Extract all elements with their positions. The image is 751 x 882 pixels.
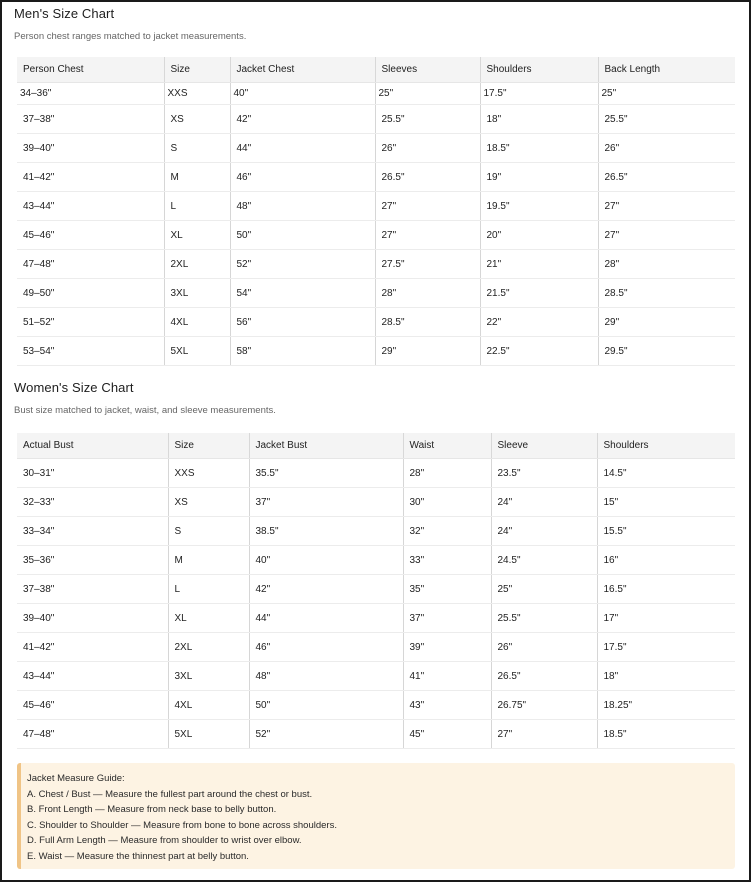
measure-guide-title: Jacket Measure Guide: xyxy=(27,773,125,784)
table-cell: 26.75" xyxy=(491,691,597,720)
women-col-shoulders: Shoulders xyxy=(597,433,735,459)
men-col-jacket-chest: Jacket Chest xyxy=(230,57,375,83)
table-cell: 33–34" xyxy=(17,517,168,546)
table-cell: 21" xyxy=(480,250,598,279)
table-cell: 26.5" xyxy=(598,163,735,192)
table-cell: 50" xyxy=(230,221,375,250)
table-row xyxy=(17,279,735,308)
men-section xyxy=(14,6,735,42)
women-col-actual-bust: Actual Bust xyxy=(17,433,168,459)
table-cell: 28" xyxy=(598,250,735,279)
table-cell: 32" xyxy=(403,517,491,546)
table-cell: 45–46" xyxy=(17,221,164,250)
table-row xyxy=(17,575,735,604)
table-cell: 37" xyxy=(403,604,491,633)
table-cell: 27.5" xyxy=(375,250,480,279)
measure-guide-item: E. Waist — Measure the thinnest part at belly button. xyxy=(27,850,249,862)
table-cell: L xyxy=(168,575,249,604)
measure-guide-item: A. Chest / Bust — Measure the fullest part around the chest or bust. xyxy=(27,788,313,800)
table-cell: 27" xyxy=(598,221,735,250)
women-col-size: Size xyxy=(168,433,249,459)
table-cell: XXS xyxy=(168,459,249,488)
table-cell: 44" xyxy=(249,604,403,633)
table-cell: 26" xyxy=(375,134,480,163)
table-cell: 25" xyxy=(491,575,597,604)
table-cell: 42" xyxy=(230,105,375,134)
table-cell: M xyxy=(164,163,230,192)
table-cell: 26" xyxy=(491,633,597,662)
table-cell: 3XL xyxy=(164,279,230,308)
men-col-person-chest: Person Chest xyxy=(17,57,164,83)
table-cell: 15" xyxy=(597,488,735,517)
table-cell: XL xyxy=(168,604,249,633)
table-cell: 37–38" xyxy=(17,105,164,134)
table-cell: 24" xyxy=(491,488,597,517)
men-size-table xyxy=(17,57,735,366)
table-cell: 48" xyxy=(249,662,403,691)
men-col-shoulders: Shoulders xyxy=(480,57,598,83)
table-cell: 17.5" xyxy=(597,633,735,662)
table-row xyxy=(17,517,735,546)
table-cell: 18" xyxy=(480,105,598,134)
table-cell: 24" xyxy=(491,517,597,546)
table-cell: 26.5" xyxy=(491,662,597,691)
table-cell: 21.5" xyxy=(480,279,598,308)
measure-guide-item: D. Full Arm Length — Measure from shoulder to wrist over elbow. xyxy=(27,835,302,847)
table-cell: 35.5" xyxy=(249,459,403,488)
table-cell: 42" xyxy=(249,575,403,604)
table-cell: 27" xyxy=(491,720,597,749)
table-row xyxy=(17,488,735,517)
table-cell: 3XL xyxy=(168,662,249,691)
table-cell: 43" xyxy=(403,691,491,720)
table-cell: 40" xyxy=(249,546,403,575)
table-cell: 25" xyxy=(598,83,735,105)
table-row xyxy=(17,662,735,691)
table-cell: 15.5" xyxy=(597,517,735,546)
table-cell: 4XL xyxy=(168,691,249,720)
table-cell: 39–40" xyxy=(17,604,168,633)
table-cell: 58" xyxy=(230,337,375,366)
table-cell: 19.5" xyxy=(480,192,598,221)
table-cell: 46" xyxy=(249,633,403,662)
table-cell: 51–52" xyxy=(17,308,164,337)
table-cell: 40" xyxy=(230,83,375,105)
table-cell: 44" xyxy=(230,134,375,163)
table-cell: 19" xyxy=(480,163,598,192)
table-cell: 38.5" xyxy=(249,517,403,546)
women-col-waist: Waist xyxy=(403,433,491,459)
table-cell: 32–33" xyxy=(17,488,168,517)
table-cell: 37" xyxy=(249,488,403,517)
table-row xyxy=(17,105,735,134)
men-col-sleeves: Sleeves xyxy=(375,57,480,83)
women-size-table xyxy=(17,433,735,749)
table-cell: 39" xyxy=(403,633,491,662)
table-row xyxy=(17,337,735,366)
table-cell: 27" xyxy=(375,192,480,221)
table-cell: 25.5" xyxy=(375,105,480,134)
women-table-header xyxy=(17,433,735,459)
table-cell: 20" xyxy=(480,221,598,250)
measure-guide-item: C. Shoulder to Shoulder — Measure from bone to bone across shoulders. xyxy=(27,819,337,831)
table-cell: 45–46" xyxy=(17,691,168,720)
women-section-subtitle: Bust size matched to jacket, waist, and sleeve measurements. xyxy=(14,405,276,416)
men-section-title: Men's Size Chart xyxy=(14,6,115,21)
table-cell: 52" xyxy=(230,250,375,279)
table-cell: 28" xyxy=(375,279,480,308)
men-col-back-length: Back Length xyxy=(598,57,735,83)
table-cell: 18.5" xyxy=(597,720,735,749)
table-row xyxy=(17,83,735,105)
women-section xyxy=(14,380,735,416)
women-col-sleeve: Sleeve xyxy=(491,433,597,459)
table-cell: 47–48" xyxy=(17,720,168,749)
table-row xyxy=(17,250,735,279)
table-cell: 43–44" xyxy=(17,662,168,691)
table-cell: 25" xyxy=(375,83,480,105)
table-cell: 28" xyxy=(403,459,491,488)
table-cell: 18" xyxy=(597,662,735,691)
table-cell: 5XL xyxy=(164,337,230,366)
table-cell: M xyxy=(168,546,249,575)
table-cell: 54" xyxy=(230,279,375,308)
table-cell: 50" xyxy=(249,691,403,720)
table-cell: 26" xyxy=(598,134,735,163)
table-row xyxy=(17,192,735,221)
table-cell: 25.5" xyxy=(598,105,735,134)
table-cell: 22.5" xyxy=(480,337,598,366)
table-cell: 18.5" xyxy=(480,134,598,163)
table-cell: 43–44" xyxy=(17,192,164,221)
table-cell: 30" xyxy=(403,488,491,517)
table-cell: L xyxy=(164,192,230,221)
table-row xyxy=(17,633,735,662)
table-row xyxy=(17,720,735,749)
table-row xyxy=(17,163,735,192)
table-cell: 4XL xyxy=(164,308,230,337)
table-cell: 16" xyxy=(597,546,735,575)
table-cell: 25.5" xyxy=(491,604,597,633)
table-cell: 29.5" xyxy=(598,337,735,366)
table-row xyxy=(17,546,735,575)
table-row xyxy=(17,459,735,488)
table-cell: 35" xyxy=(403,575,491,604)
table-cell: S xyxy=(168,517,249,546)
table-row xyxy=(17,604,735,633)
table-cell: 16.5" xyxy=(597,575,735,604)
women-col-jacket-bust: Jacket Bust xyxy=(249,433,403,459)
table-row xyxy=(17,134,735,163)
table-cell: 17" xyxy=(597,604,735,633)
measure-guide xyxy=(17,763,735,869)
table-cell: 22" xyxy=(480,308,598,337)
table-cell: 28.5" xyxy=(375,308,480,337)
men-col-size: Size xyxy=(164,57,230,83)
table-cell: 23.5" xyxy=(491,459,597,488)
table-cell: 17.5" xyxy=(480,83,598,105)
table-row xyxy=(17,221,735,250)
women-section-title: Women's Size Chart xyxy=(14,380,134,395)
table-cell: 28.5" xyxy=(598,279,735,308)
table-cell: 48" xyxy=(230,192,375,221)
table-cell: 18.25" xyxy=(597,691,735,720)
table-cell: 47–48" xyxy=(17,250,164,279)
table-cell: 27" xyxy=(598,192,735,221)
table-cell: 27" xyxy=(375,221,480,250)
men-section-subtitle: Person chest ranges matched to jacket measurements. xyxy=(14,31,247,42)
table-cell: XS xyxy=(168,488,249,517)
men-table-header xyxy=(17,57,735,83)
table-cell: 30–31" xyxy=(17,459,168,488)
table-cell: 29" xyxy=(598,308,735,337)
table-cell: 5XL xyxy=(168,720,249,749)
table-cell: 53–54" xyxy=(17,337,164,366)
table-cell: 14.5" xyxy=(597,459,735,488)
table-cell: 41–42" xyxy=(17,163,164,192)
table-cell: 2XL xyxy=(164,250,230,279)
table-cell: XL xyxy=(164,221,230,250)
table-cell: 52" xyxy=(249,720,403,749)
table-cell: 2XL xyxy=(168,633,249,662)
table-cell: XS xyxy=(164,105,230,134)
table-cell: 29" xyxy=(375,337,480,366)
table-cell: 45" xyxy=(403,720,491,749)
table-cell: XXS xyxy=(164,83,230,105)
table-cell: 49–50" xyxy=(17,279,164,308)
measure-guide-item: B. Front Length — Measure from neck base to belly button. xyxy=(27,804,277,816)
table-cell: 24.5" xyxy=(491,546,597,575)
table-cell: 37–38" xyxy=(17,575,168,604)
table-cell: 35–36" xyxy=(17,546,168,575)
table-row xyxy=(17,308,735,337)
table-cell: 46" xyxy=(230,163,375,192)
table-cell: S xyxy=(164,134,230,163)
table-cell: 39–40" xyxy=(17,134,164,163)
table-cell: 34–36" xyxy=(17,83,164,105)
table-cell: 56" xyxy=(230,308,375,337)
table-cell: 41–42" xyxy=(17,633,168,662)
table-cell: 33" xyxy=(403,546,491,575)
table-cell: 41" xyxy=(403,662,491,691)
table-row xyxy=(17,691,735,720)
table-cell: 26.5" xyxy=(375,163,480,192)
